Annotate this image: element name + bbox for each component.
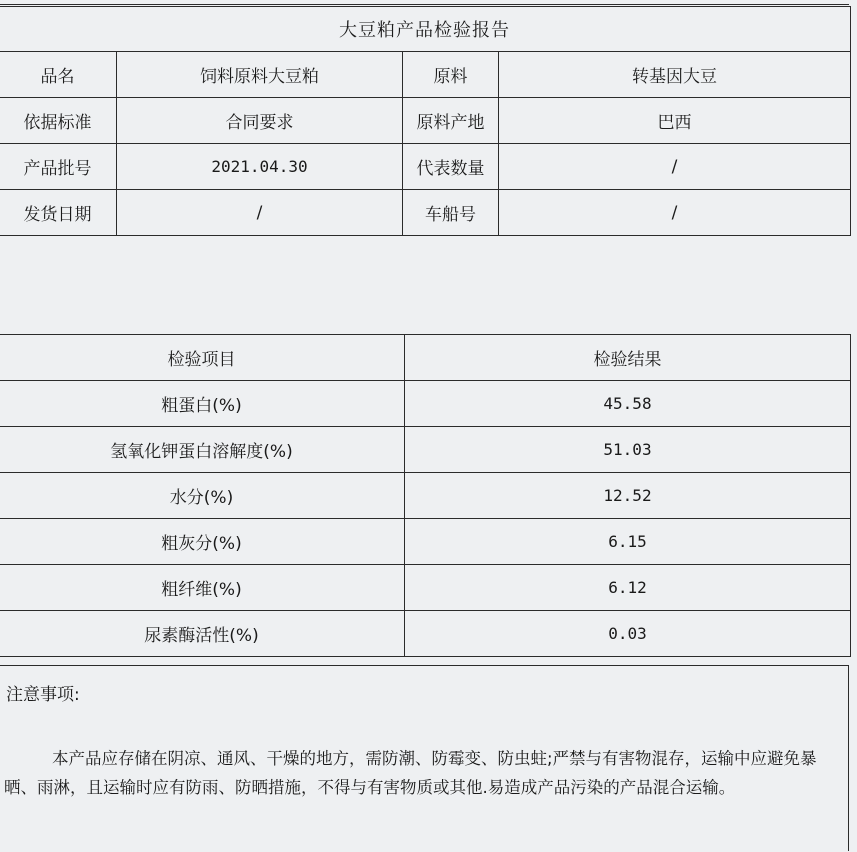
- header-item: 检验项目: [0, 335, 405, 381]
- result-value: 45.58: [405, 381, 851, 427]
- result-value: 51.03: [405, 427, 851, 473]
- table-row: [0, 427, 851, 473]
- result-item: 粗灰分(%): [0, 519, 405, 565]
- info-value: 合同要求: [117, 98, 403, 144]
- result-item: 氢氧化钾蛋白溶解度(%): [0, 427, 405, 473]
- table-row: [0, 519, 851, 565]
- result-value: 6.15: [405, 519, 851, 565]
- results-header-row: [0, 335, 851, 381]
- info-label: 车船号: [403, 190, 499, 236]
- table-row: [0, 381, 851, 427]
- result-item: 粗蛋白(%): [0, 381, 405, 427]
- top-border: [0, 4, 849, 5]
- result-value: 6.12: [405, 565, 851, 611]
- notes-section: [0, 665, 849, 851]
- info-label: 原料: [403, 52, 499, 98]
- result-item: 尿素酶活性(%): [0, 611, 405, 657]
- report-title-row: [0, 7, 851, 52]
- notes-body: 本产品应存储在阴凉、通风、干燥的地方，需防潮、防霉变、防虫蛀;严禁与有害物混存，运输中应避免暴晒、雨淋，且运输时应有防雨、防晒措施，不得与有害物质或其他.易造成产品污染的产品混合运输。: [4, 749, 817, 797]
- table-row: [0, 565, 851, 611]
- notes-title: 注意事项:: [6, 685, 80, 705]
- info-label: 品名: [0, 52, 117, 98]
- table-row: [0, 611, 851, 657]
- info-row: [0, 98, 851, 144]
- info-label: 发货日期: [0, 190, 117, 236]
- header-result: 检验结果: [405, 335, 851, 381]
- info-value: 2021.04.30: [117, 144, 403, 190]
- info-value: /: [117, 190, 403, 236]
- product-info-table: [0, 6, 851, 236]
- info-label: 原料产地: [403, 98, 499, 144]
- result-value: 12.52: [405, 473, 851, 519]
- info-value: 饲料原料大豆粕: [117, 52, 403, 98]
- result-item: 粗纤维(%): [0, 565, 405, 611]
- info-value: 转基因大豆: [499, 52, 851, 98]
- result-value: 0.03: [405, 611, 851, 657]
- info-label: 依据标准: [0, 98, 117, 144]
- info-value: 巴西: [499, 98, 851, 144]
- info-value: /: [499, 144, 851, 190]
- info-row: [0, 190, 851, 236]
- table-row: [0, 473, 851, 519]
- info-row: [0, 144, 851, 190]
- info-value: /: [499, 190, 851, 236]
- info-row: [0, 52, 851, 98]
- results-table: [0, 334, 851, 657]
- result-item: 水分(%): [0, 473, 405, 519]
- report-title: 大豆粕产品检验报告: [0, 7, 851, 52]
- info-label: 代表数量: [403, 144, 499, 190]
- info-label: 产品批号: [0, 144, 117, 190]
